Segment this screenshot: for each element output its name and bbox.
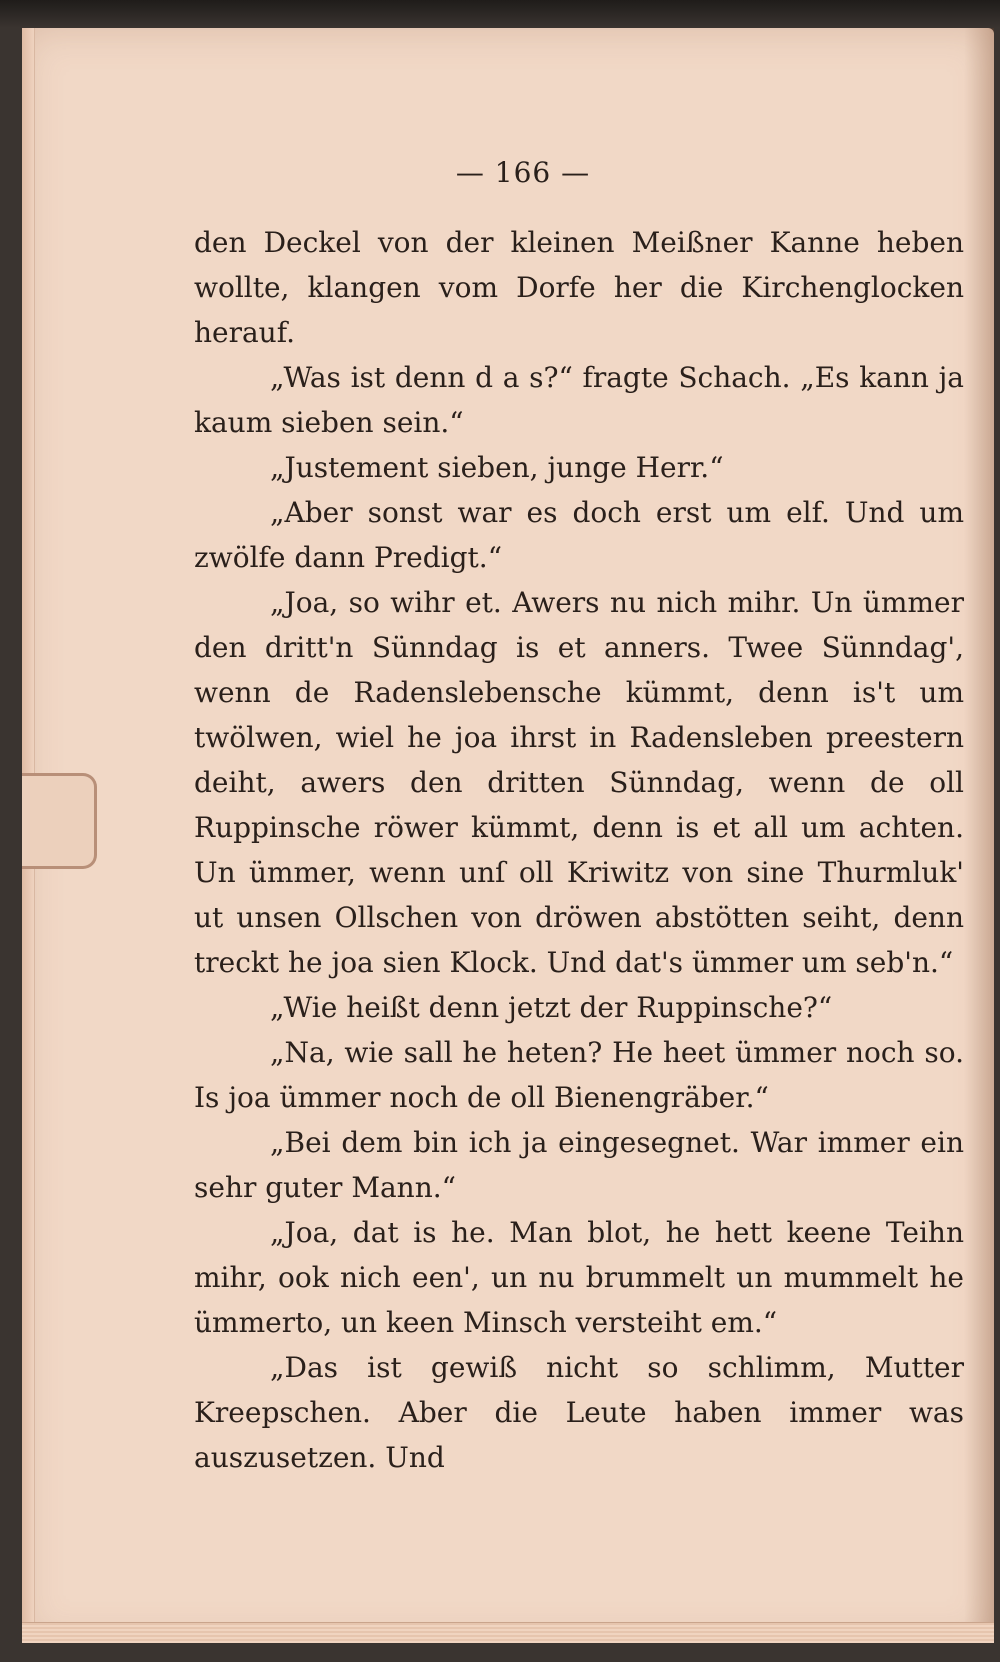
paragraph: „Na, wie sall he heten? He heet ümmer noch so. Is joa ümmer noch de oll Bienengräber.“	[194, 1036, 964, 1114]
paragraph: den Deckel von der kleinen Meißner Kanne heben wollte, klangen vom Dorfe her die Kirchenglocken herauf.	[194, 226, 964, 349]
spine-shadow	[964, 28, 994, 1643]
paragraph: „Bei dem bin ich ja eingesegnet. War immer ein sehr guter Mann.“	[194, 1126, 964, 1204]
paragraph: „Wie heißt denn jetzt der Ruppinsche?“	[270, 991, 833, 1024]
paragraph: „Was ist denn d a s?“ fragte Schach. „Es kann ja kaum sieben sein.“	[194, 361, 964, 439]
scan-background	[0, 0, 1000, 28]
paragraph: „Joa, dat is he. Man blot, he hett keene Teihn mihr, ook nich een', un nu brummelt un mummelt he ümmerto, un keen Minsch versteiht em.“	[194, 1216, 964, 1339]
book-page	[22, 28, 994, 1643]
paragraph: „Das ist gewiß nicht so schlimm, Mutter Kreepschen. Aber die Leute haben immer was auszusetzen. Und	[194, 1351, 964, 1474]
page-number: — 166 —	[455, 156, 591, 189]
page-edge-bottom	[22, 1622, 994, 1643]
paragraph: „Joa, so wihr et. Awers nu nich mihr. Un ümmer den dritt'n Sünndag is et anners. Twee Sünndag', wenn de Radenslebensche kümmt, denn is't um twölwen, wiel he joa ihrst in Radensleben preestern deiht, awers den dritten Sünndag, wenn de oll Ruppinsche röwer kümmt, denn is et all um achten. Un ümmer, wenn unſ oll Kriwitz von sine Thurmluk' ut unsen Ollschen von dröwen abstötten seiht, denn treckt he joa sien Klock. Und dat's ümmer um seb'n.“	[194, 586, 964, 979]
paragraph: „Aber sonst war es doch erst um elf. Und um zwölfe dann Predigt.“	[194, 496, 964, 574]
paragraph: „Justement sieben, junge Herr.“	[270, 451, 724, 484]
bookmark-tab	[22, 773, 97, 869]
body-text	[194, 220, 964, 1480]
